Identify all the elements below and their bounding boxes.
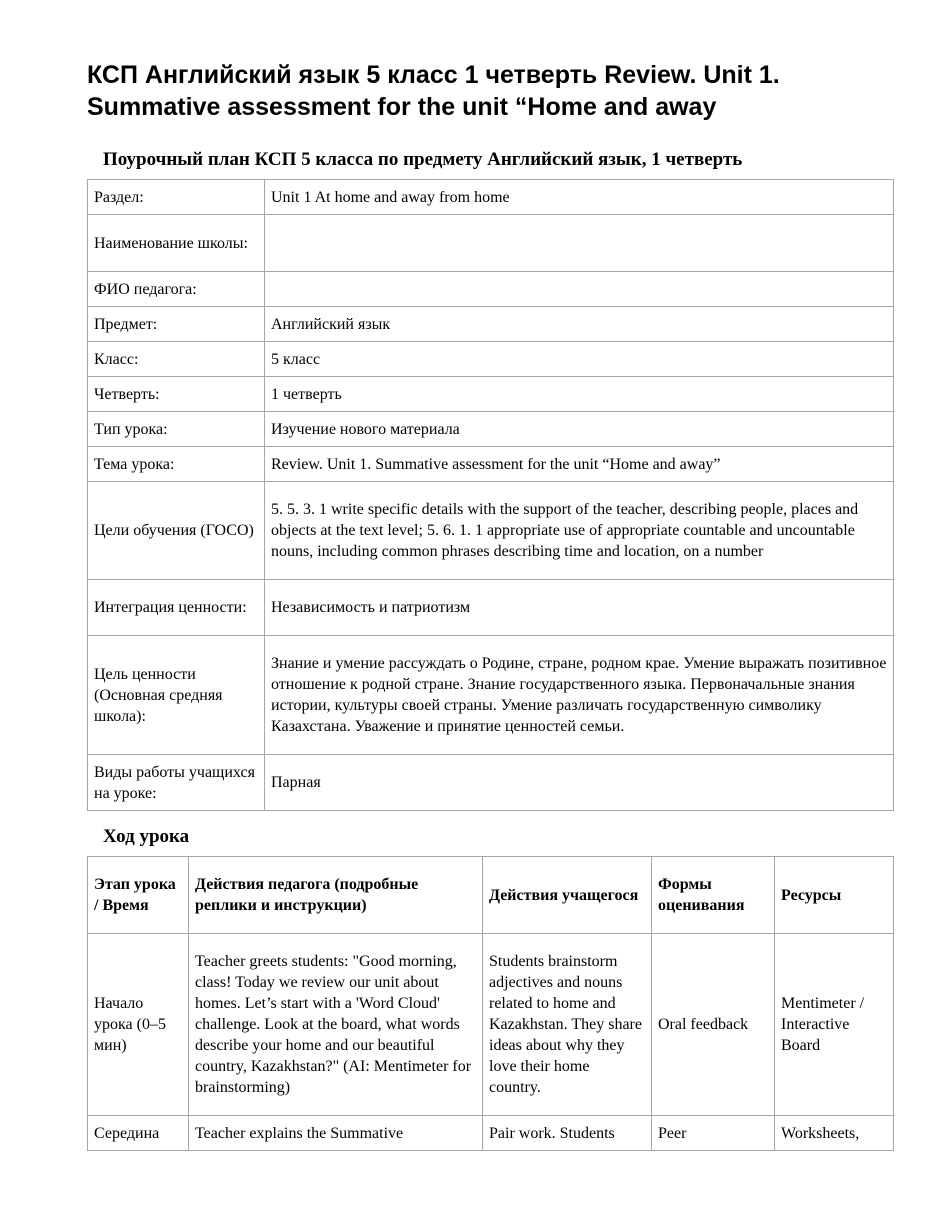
assessment-cell: Oral feedback	[652, 934, 775, 1116]
table-row	[88, 934, 894, 1116]
document-title: КСП Английский язык 5 класс 1 четверть Review. Unit 1. Summative assessment for the unit “Home and away	[87, 61, 780, 121]
info-value: 5 класс	[265, 342, 894, 377]
table-row	[88, 272, 894, 307]
table-row	[88, 482, 894, 580]
info-value	[265, 215, 894, 272]
info-value: Unit 1 At home and away from home	[265, 180, 894, 215]
info-label: Раздел:	[88, 180, 265, 215]
resources-cell: Mentimeter / Interactive Board	[775, 934, 894, 1116]
stage-cell: Середина	[88, 1116, 189, 1151]
info-label: Виды работы учащихся на уроке:	[88, 755, 265, 811]
teacher-actions-cell: Teacher greets students: "Good morning, class! Today we review our unit about homes. Let’s start with a 'Word Cloud' challenge. Look at the board, what words describe your home and our beautiful country, Kazakhstan?" (AI: Mentimeter for brainstorming)	[189, 934, 483, 1116]
student-actions-cell: Pair work. Students	[483, 1116, 652, 1151]
table-row	[88, 447, 894, 482]
table-header-row	[88, 857, 894, 934]
info-label: Четверть:	[88, 377, 265, 412]
info-value: Независимость и патриотизм	[265, 580, 894, 636]
table-row	[88, 636, 894, 755]
info-label: Предмет:	[88, 307, 265, 342]
info-label: Тема урока:	[88, 447, 265, 482]
info-value: Парная	[265, 755, 894, 811]
table-row	[88, 580, 894, 636]
stage-cell: Начало урока (0–5 мин)	[88, 934, 189, 1116]
column-header-assessment: Формы оценивания	[652, 857, 775, 934]
table-row	[88, 180, 894, 215]
table-row	[88, 1116, 894, 1151]
info-value: 5. 5. 3. 1 write specific details with the support of the teacher, describing people, places and objects at the text level; 5. 6. 1. 1 appropriate use of appropriate countable and uncountable nouns, including common phrases describing time and location, on a number	[265, 482, 894, 580]
info-value: Знание и умение рассуждать о Родине, стране, родном крае. Умение выражать позитивное отношение к родной стране. Знание государственного языка. Первоначальные знания истории, культуры своей страны. Умение различать государственную символику Казахстана. Уважение и принятие ценностей семьи.	[265, 636, 894, 755]
assessment-cell: Peer	[652, 1116, 775, 1151]
teacher-actions-cell: Teacher explains the Summative	[189, 1116, 483, 1151]
column-header-resources: Ресурсы	[775, 857, 894, 934]
column-header-student: Действия учащегося	[483, 857, 652, 934]
info-label: ФИО педагога:	[88, 272, 265, 307]
table-row	[88, 755, 894, 811]
column-header-stage: Этап урока / Время	[88, 857, 189, 934]
info-value: 1 четверть	[265, 377, 894, 412]
lesson-flow-table	[87, 856, 894, 1151]
table-row	[88, 342, 894, 377]
column-header-teacher: Действия педагога (подробные реплики и инструкции)	[189, 857, 483, 934]
lesson-info-table	[87, 179, 894, 811]
info-label: Цели обучения (ГОСО)	[88, 482, 265, 580]
table-row	[88, 307, 894, 342]
table-row	[88, 215, 894, 272]
info-value: Изучение нового материала	[265, 412, 894, 447]
info-label: Цель ценности (Основная средняя школа):	[88, 636, 265, 755]
info-label: Класс:	[88, 342, 265, 377]
student-actions-cell: Students brainstorm adjectives and nouns related to home and Kazakhstan. They share ideas about why they love their home country.	[483, 934, 652, 1116]
info-value	[265, 272, 894, 307]
info-label: Интеграция ценности:	[88, 580, 265, 636]
table-row	[88, 412, 894, 447]
info-value: Review. Unit 1. Summative assessment for the unit “Home and away”	[265, 447, 894, 482]
info-label: Тип урока:	[88, 412, 265, 447]
info-label: Наименование школы:	[88, 215, 265, 272]
course-heading: Ход урока	[103, 826, 190, 847]
table-row	[88, 377, 894, 412]
plan-heading: Поурочный план КСП 5 класса по предмету Английский язык, 1 четверть	[103, 149, 743, 170]
resources-cell: Worksheets,	[775, 1116, 894, 1151]
info-value: Английский язык	[265, 307, 894, 342]
